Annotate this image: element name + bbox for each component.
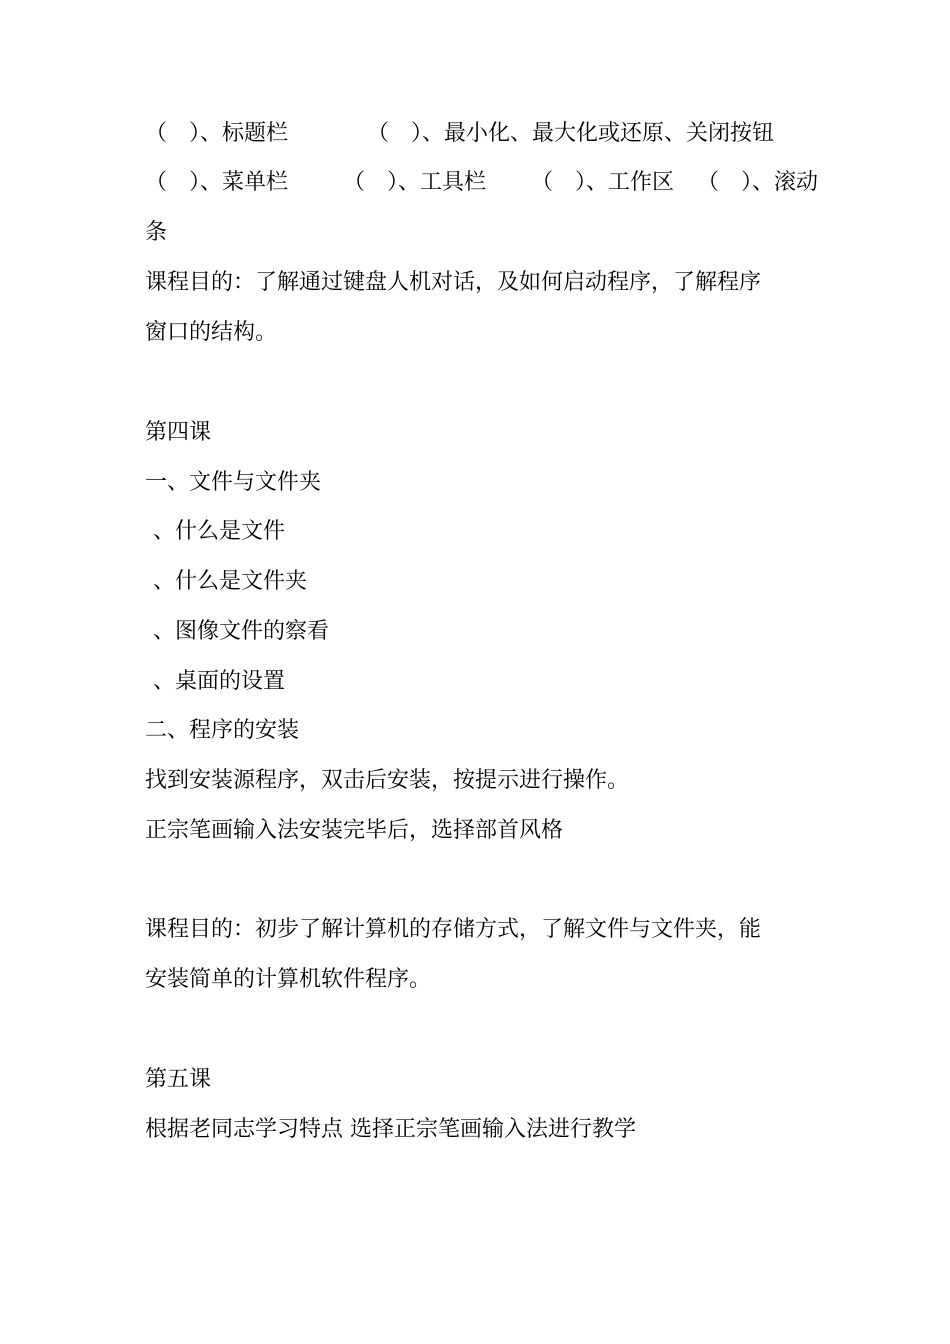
window-parts-row-2-wrap: 条 [145,220,168,245]
part-workspace: （ ）、工作区 [531,170,675,195]
list-item: 、什么是文件 [153,519,286,544]
lesson5-title: 第五课 [145,1067,212,1092]
lesson4-objective-line-2: 安装简单的计算机软件程序。 [145,967,432,992]
lesson3-objective-line-2: 窗口的结构。 [145,320,278,345]
list-item: 、什么是文件夹 [153,569,308,594]
lesson4-section1-heading: 一、文件与文件夹 [145,470,322,495]
part-scroll: （ ）、滚动 [697,170,819,195]
lesson4-section2-heading: 二、程序的安装 [145,718,300,743]
lesson5-line-1: 根据老同志学习特点 选择正宗笔画输入法进行教学 [145,1117,636,1142]
lesson3-objective-line-1: 课程目的：了解通过键盘人机对话，及如何启动程序，了解程序 [145,270,762,295]
lesson4-objective-line-1: 课程目的：初步了解计算机的存储方式，了解文件与文件夹，能 [145,917,762,942]
part-toolbar: （ ）、工具栏 [343,170,487,195]
part-menu-bar: （ ）、菜单栏 [145,170,289,195]
part-title-bar: （ ）、标题栏 [145,121,289,146]
list-item: 、桌面的设置 [153,669,286,694]
lesson4-title: 第四课 [145,420,212,445]
lesson4-section2-line-1: 找到安装源程序，双击后安装，按提示进行操作。 [145,768,630,793]
lesson4-section2-line-2: 正宗笔画输入法安装完毕后，选择部首风格 [145,818,564,843]
list-item: 、图像文件的察看 [153,619,330,644]
part-window-buttons: （ ）、最小化、最大化或还原、关闭按钮 [367,121,775,146]
